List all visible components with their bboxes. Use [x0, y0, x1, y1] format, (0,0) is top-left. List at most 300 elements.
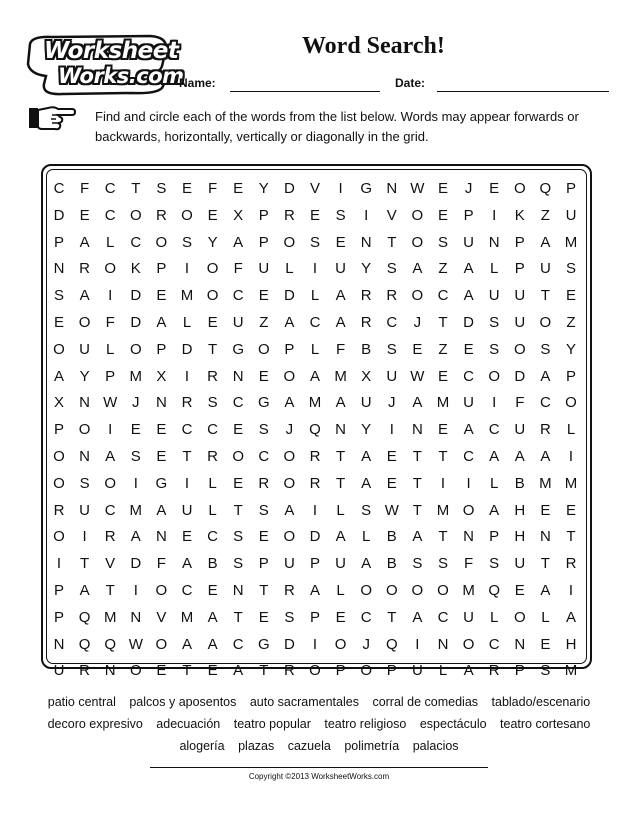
grid-letter[interactable]: T [259, 582, 269, 599]
grid-letter[interactable]: V [156, 608, 167, 626]
grid-letter[interactable]: R [283, 582, 295, 599]
grid-letter[interactable]: G [257, 394, 270, 412]
grid-letter[interactable]: N [514, 635, 526, 653]
grid-letter[interactable]: E [207, 314, 218, 331]
grid-letter[interactable]: W [410, 180, 425, 197]
grid-letter[interactable]: Q [385, 635, 398, 653]
grid-letter[interactable]: N [437, 635, 449, 653]
grid-letter[interactable]: Q [78, 635, 91, 653]
grid-letter[interactable]: A [540, 448, 551, 465]
grid-letter[interactable]: T [233, 501, 243, 519]
grid-letter[interactable]: P [309, 555, 320, 573]
grid-letter[interactable]: O [539, 314, 552, 331]
grid-letter[interactable]: O [53, 448, 65, 465]
grid-letter[interactable]: U [411, 662, 423, 680]
grid-letter[interactable]: S [386, 340, 397, 358]
grid-letter[interactable]: E [540, 635, 551, 653]
grid-letter[interactable]: O [411, 582, 424, 599]
grid-letter[interactable]: I [56, 555, 62, 573]
grid-letter[interactable]: O [104, 260, 117, 278]
grid-letter[interactable]: R [360, 314, 372, 331]
date-field[interactable] [437, 91, 609, 92]
grid-letter[interactable]: S [309, 233, 320, 251]
grid-letter[interactable]: A [335, 394, 346, 412]
grid-letter[interactable]: B [207, 555, 218, 573]
grid-letter[interactable]: L [541, 608, 550, 626]
grid-letter[interactable]: C [488, 635, 500, 653]
grid-letter[interactable]: P [258, 233, 269, 251]
grid-letter[interactable]: E [335, 233, 346, 251]
grid-letter[interactable]: R [386, 287, 398, 305]
grid-letter[interactable]: E [130, 421, 141, 439]
grid-letter[interactable]: E [53, 314, 64, 331]
grid-letter[interactable]: P [53, 582, 64, 599]
grid-letter[interactable]: P [565, 367, 576, 385]
grid-letter[interactable]: R [207, 448, 219, 465]
grid-letter[interactable]: A [156, 501, 167, 519]
grid-letter[interactable]: A [463, 662, 474, 680]
grid-letter[interactable]: A [412, 394, 423, 412]
grid-letter[interactable]: T [259, 662, 269, 680]
grid-letter[interactable]: N [488, 233, 500, 251]
grid-letter[interactable]: O [206, 287, 219, 305]
grid-letter[interactable]: O [155, 233, 168, 251]
grid-letter[interactable]: G [257, 635, 270, 653]
grid-letter[interactable]: E [514, 582, 525, 599]
grid-letter[interactable]: M [564, 662, 578, 680]
grid-letter[interactable]: P [335, 662, 346, 680]
grid-letter[interactable]: P [489, 528, 500, 546]
grid-letter[interactable]: S [540, 662, 551, 680]
grid-letter[interactable]: A [412, 608, 423, 626]
grid-letter[interactable]: C [130, 233, 142, 251]
grid-letter[interactable]: A [79, 582, 90, 599]
grid-letter[interactable]: E [309, 206, 320, 224]
grid-letter[interactable]: A [130, 528, 141, 546]
grid-letter[interactable]: R [104, 528, 116, 546]
grid-letter[interactable]: T [438, 528, 448, 546]
grid-letter[interactable]: A [284, 501, 295, 519]
grid-letter[interactable]: E [207, 662, 218, 680]
grid-letter[interactable]: S [565, 260, 576, 278]
grid-letter[interactable]: H [514, 528, 526, 546]
grid-letter[interactable]: L [490, 474, 499, 492]
grid-letter[interactable]: I [108, 287, 113, 305]
grid-letter[interactable]: N [155, 528, 167, 546]
grid-letter[interactable]: F [208, 180, 218, 197]
grid-letter[interactable]: E [565, 287, 576, 305]
grid-letter[interactable]: O [155, 635, 168, 653]
grid-letter[interactable]: U [565, 206, 577, 224]
grid-letter[interactable]: Q [488, 582, 501, 599]
grid-letter[interactable]: V [309, 180, 320, 197]
grid-letter[interactable]: M [539, 474, 552, 492]
grid-letter[interactable]: U [335, 555, 347, 573]
grid-letter[interactable]: O [283, 474, 296, 492]
grid-letter[interactable]: J [132, 394, 140, 412]
grid-letter[interactable]: O [513, 608, 526, 626]
name-field[interactable] [230, 91, 380, 92]
grid-letter[interactable]: A [514, 448, 525, 465]
grid-letter[interactable]: O [411, 233, 424, 251]
grid-letter[interactable]: U [79, 340, 91, 358]
grid-letter[interactable]: Q [104, 635, 117, 653]
grid-letter[interactable]: Y [361, 260, 372, 278]
grid-letter[interactable]: I [184, 474, 190, 492]
grid-letter[interactable]: W [103, 394, 118, 412]
grid-letter[interactable]: A [79, 287, 90, 305]
grid-letter[interactable]: U [232, 314, 244, 331]
grid-letter[interactable]: S [489, 314, 500, 331]
grid-letter[interactable]: M [180, 608, 194, 626]
grid-letter[interactable]: U [539, 260, 551, 278]
grid-letter[interactable]: C [232, 635, 244, 653]
grid-letter[interactable]: O [53, 340, 65, 358]
grid-letter[interactable]: P [463, 206, 474, 224]
grid-letter[interactable]: L [490, 260, 499, 278]
grid-letter[interactable]: A [335, 528, 346, 546]
grid-letter[interactable]: N [79, 448, 91, 465]
grid-letter[interactable]: L [490, 608, 499, 626]
grid-letter[interactable]: Z [438, 340, 448, 358]
grid-letter[interactable]: O [513, 180, 526, 197]
grid-letter[interactable]: I [440, 474, 446, 492]
grid-letter[interactable]: Y [207, 233, 218, 251]
grid-letter[interactable]: A [207, 608, 218, 626]
grid-letter[interactable]: E [233, 421, 244, 439]
grid-letter[interactable]: H [514, 501, 526, 519]
grid-letter[interactable]: A [565, 608, 576, 626]
grid-letter[interactable]: D [514, 367, 526, 385]
grid-letter[interactable]: D [463, 314, 475, 331]
grid-letter[interactable]: O [129, 662, 142, 680]
grid-letter[interactable]: P [156, 260, 167, 278]
grid-letter[interactable]: Y [258, 180, 269, 197]
grid-letter[interactable]: O [129, 206, 142, 224]
grid-letter[interactable]: C [207, 528, 219, 546]
grid-letter[interactable]: I [389, 421, 394, 439]
grid-letter[interactable]: U [386, 367, 398, 385]
grid-letter[interactable]: F [105, 314, 115, 331]
grid-letter[interactable]: P [53, 608, 64, 626]
grid-letter[interactable]: O [565, 394, 577, 412]
grid-letter[interactable]: S [258, 501, 269, 519]
grid-letter[interactable]: E [412, 340, 423, 358]
grid-letter[interactable]: I [108, 421, 113, 439]
grid-letter[interactable]: E [156, 662, 167, 680]
grid-letter[interactable]: R [155, 206, 167, 224]
grid-letter[interactable]: O [488, 367, 501, 385]
grid-letter[interactable]: E [540, 501, 551, 519]
grid-letter[interactable]: P [514, 233, 525, 251]
grid-letter[interactable]: L [336, 501, 345, 519]
grid-letter[interactable]: B [361, 340, 372, 358]
grid-letter[interactable]: A [309, 367, 320, 385]
grid-letter[interactable]: X [156, 367, 167, 385]
grid-letter[interactable]: T [105, 582, 115, 599]
grid-letter[interactable]: E [207, 582, 218, 599]
grid-letter[interactable]: U [79, 501, 91, 519]
grid-letter[interactable]: A [361, 448, 372, 465]
grid-letter[interactable]: A [284, 314, 295, 331]
grid-letter[interactable]: P [514, 260, 525, 278]
grid-letter[interactable]: O [385, 582, 398, 599]
grid-letter[interactable]: L [310, 340, 320, 358]
grid-letter[interactable]: P [565, 180, 576, 197]
grid-letter[interactable]: Y [565, 340, 576, 358]
grid-letter[interactable]: S [156, 180, 167, 197]
grid-letter[interactable]: S [130, 448, 141, 465]
grid-letter[interactable]: L [182, 314, 192, 331]
grid-letter[interactable]: T [336, 474, 346, 492]
grid-letter[interactable]: R [207, 367, 219, 385]
grid-letter[interactable]: U [258, 260, 270, 278]
grid-letter[interactable]: E [258, 528, 269, 546]
grid-letter[interactable]: E [156, 287, 167, 305]
grid-letter[interactable]: T [438, 314, 448, 331]
grid-letter[interactable]: A [361, 555, 372, 573]
grid-letter[interactable]: F [80, 180, 90, 197]
grid-letter[interactable]: A [284, 394, 295, 412]
grid-letter[interactable]: I [492, 206, 497, 224]
grid-letter[interactable]: P [105, 367, 116, 385]
grid-letter[interactable]: A [540, 233, 551, 251]
grid-letter[interactable]: N [130, 608, 142, 626]
grid-letter[interactable]: A [540, 582, 551, 599]
grid-letter[interactable]: C [181, 582, 193, 599]
grid-letter[interactable]: N [335, 421, 347, 439]
grid-letter[interactable]: O [411, 287, 424, 305]
grid-letter[interactable]: N [53, 260, 65, 278]
grid-letter[interactable]: A [463, 421, 474, 439]
grid-letter[interactable]: J [388, 394, 396, 412]
grid-letter[interactable]: T [540, 555, 550, 573]
grid-letter[interactable]: O [283, 233, 296, 251]
grid-letter[interactable]: N [360, 233, 372, 251]
grid-letter[interactable]: E [156, 421, 167, 439]
grid-letter[interactable]: C [437, 287, 449, 305]
grid-letter[interactable]: T [80, 555, 90, 573]
grid-letter[interactable]: S [233, 555, 244, 573]
grid-letter[interactable]: U [463, 394, 475, 412]
grid-letter[interactable]: M [564, 233, 578, 251]
grid-letter[interactable]: S [284, 608, 295, 626]
grid-letter[interactable]: O [283, 528, 296, 546]
grid-letter[interactable]: A [181, 555, 192, 573]
grid-letter[interactable]: E [437, 367, 448, 385]
grid-letter[interactable]: P [284, 340, 295, 358]
grid-letter[interactable]: M [436, 394, 450, 412]
grid-letter[interactable]: M [180, 287, 194, 305]
grid-letter[interactable]: M [103, 608, 117, 626]
grid-letter[interactable]: T [387, 608, 397, 626]
grid-letter[interactable]: T [182, 448, 192, 465]
grid-letter[interactable]: C [104, 206, 116, 224]
grid-letter[interactable]: O [129, 340, 142, 358]
grid-letter[interactable]: A [105, 448, 116, 465]
grid-letter[interactable]: R [309, 448, 321, 465]
grid-letter[interactable]: Y [79, 367, 90, 385]
grid-letter[interactable]: G [155, 474, 168, 492]
grid-letter[interactable]: O [206, 260, 219, 278]
grid-letter[interactable]: C [232, 394, 244, 412]
grid-letter[interactable]: N [104, 662, 116, 680]
grid-letter[interactable]: N [386, 180, 398, 197]
grid-letter[interactable]: I [82, 528, 87, 546]
grid-letter[interactable]: S [437, 233, 448, 251]
grid-letter[interactable]: T [387, 233, 397, 251]
grid-letter[interactable]: O [181, 206, 193, 224]
grid-letter[interactable]: W [128, 635, 143, 653]
grid-letter[interactable]: P [309, 608, 320, 626]
grid-letter[interactable]: P [258, 555, 269, 573]
grid-letter[interactable]: L [566, 421, 576, 439]
grid-letter[interactable]: L [106, 340, 115, 358]
grid-letter[interactable]: A [463, 260, 474, 278]
grid-letter[interactable]: Q [78, 608, 91, 626]
grid-letter[interactable]: C [104, 501, 116, 519]
grid-letter[interactable]: E [258, 367, 269, 385]
grid-letter[interactable]: T [131, 180, 141, 197]
grid-letter[interactable]: A [489, 501, 500, 519]
grid-letter[interactable]: I [184, 367, 190, 385]
grid-letter[interactable]: S [489, 555, 500, 573]
grid-letter[interactable]: S [386, 260, 397, 278]
grid-letter[interactable]: O [104, 474, 117, 492]
grid-letter[interactable]: E [437, 421, 448, 439]
grid-letter[interactable]: O [309, 662, 321, 680]
grid-letter[interactable]: E [207, 206, 218, 224]
grid-letter[interactable]: E [437, 180, 448, 197]
grid-letter[interactable]: D [181, 340, 193, 358]
grid-letter[interactable]: A [79, 233, 90, 251]
grid-letter[interactable]: N [463, 528, 475, 546]
grid-letter[interactable]: S [361, 501, 372, 519]
grid-letter[interactable]: O [462, 635, 475, 653]
grid-letter[interactable]: U [514, 314, 526, 331]
grid-letter[interactable]: D [309, 528, 321, 546]
grid-letter[interactable]: R [565, 555, 577, 573]
grid-letter[interactable]: O [232, 448, 245, 465]
grid-letter[interactable]: J [464, 180, 473, 197]
grid-letter[interactable]: U [514, 421, 526, 439]
grid-letter[interactable]: I [364, 206, 369, 224]
grid-letter[interactable]: R [258, 474, 270, 492]
grid-letter[interactable]: O [437, 582, 449, 599]
grid-letter[interactable]: O [283, 367, 296, 385]
grid-letter[interactable]: N [539, 528, 551, 546]
grid-letter[interactable]: T [208, 340, 218, 358]
grid-letter[interactable]: E [258, 287, 269, 305]
grid-letter[interactable]: F [156, 555, 166, 573]
grid-letter[interactable]: C [360, 608, 372, 626]
grid-letter[interactable]: R [309, 474, 321, 492]
grid-letter[interactable]: R [488, 662, 500, 680]
grid-letter[interactable]: R [79, 260, 91, 278]
grid-letter[interactable]: A [361, 474, 372, 492]
grid-letter[interactable]: U [335, 260, 347, 278]
grid-letter[interactable]: T [233, 608, 243, 626]
grid-letter[interactable]: O [334, 635, 347, 653]
grid-letter[interactable]: S [540, 340, 551, 358]
grid-letter[interactable]: S [489, 340, 500, 358]
grid-letter[interactable]: X [53, 394, 64, 412]
grid-letter[interactable]: R [181, 394, 193, 412]
grid-letter[interactable]: M [462, 582, 475, 599]
grid-letter[interactable]: I [568, 448, 574, 465]
grid-letter[interactable]: T [412, 448, 422, 465]
grid-letter[interactable]: O [53, 528, 65, 546]
grid-letter[interactable]: I [312, 635, 318, 653]
grid-letter[interactable]: F [233, 260, 243, 278]
grid-letter[interactable]: U [53, 662, 65, 680]
grid-letter[interactable]: U [360, 394, 372, 412]
grid-letter[interactable]: R [360, 287, 372, 305]
grid-letter[interactable]: D [283, 635, 295, 653]
grid-letter[interactable]: L [336, 582, 345, 599]
grid-letter[interactable]: T [540, 287, 550, 305]
grid-letter[interactable]: I [312, 260, 318, 278]
grid-letter[interactable]: A [233, 233, 244, 251]
grid-letter[interactable]: I [466, 474, 471, 492]
grid-letter[interactable]: N [53, 635, 65, 653]
grid-letter[interactable]: S [437, 555, 448, 573]
grid-letter[interactable]: A [207, 635, 218, 653]
grid-letter[interactable]: O [283, 448, 296, 465]
grid-letter[interactable]: Z [438, 260, 448, 278]
grid-letter[interactable]: S [53, 287, 64, 305]
grid-letter[interactable]: J [413, 314, 422, 331]
grid-letter[interactable]: A [53, 367, 64, 385]
grid-letter[interactable]: S [233, 528, 244, 546]
grid-letter[interactable]: C [207, 421, 219, 439]
grid-letter[interactable]: J [285, 421, 294, 439]
grid-letter[interactable]: F [464, 555, 474, 573]
grid-letter[interactable]: C [309, 314, 321, 331]
grid-letter[interactable]: E [233, 180, 244, 197]
grid-letter[interactable]: E [489, 180, 500, 197]
grid-letter[interactable]: O [78, 421, 91, 439]
grid-letter[interactable]: O [360, 582, 373, 599]
grid-letter[interactable]: R [283, 206, 295, 224]
grid-letter[interactable]: M [564, 474, 578, 492]
grid-letter[interactable]: E [386, 474, 397, 492]
grid-letter[interactable]: P [386, 662, 397, 680]
grid-letter[interactable]: E [335, 608, 346, 626]
grid-letter[interactable]: L [438, 662, 448, 680]
grid-letter[interactable]: C [258, 448, 270, 465]
grid-letter[interactable]: R [79, 662, 91, 680]
grid-letter[interactable]: A [309, 582, 320, 599]
grid-letter[interactable]: O [78, 314, 91, 331]
grid-letter[interactable]: I [312, 501, 318, 519]
grid-letter[interactable]: C [104, 180, 116, 197]
grid-letter[interactable]: T [566, 528, 576, 546]
grid-letter[interactable]: J [362, 635, 370, 653]
grid-letter[interactable]: O [257, 340, 270, 358]
grid-letter[interactable]: O [53, 474, 65, 492]
grid-letter[interactable]: O [155, 582, 168, 599]
grid-letter[interactable]: E [463, 340, 474, 358]
grid-letter[interactable]: S [335, 206, 346, 224]
grid-letter[interactable]: A [181, 635, 192, 653]
grid-letter[interactable]: B [514, 474, 525, 492]
grid-letter[interactable]: R [283, 662, 295, 680]
grid-letter[interactable]: A [335, 314, 346, 331]
grid-letter[interactable]: S [412, 555, 423, 573]
grid-letter[interactable]: P [53, 233, 64, 251]
grid-letter[interactable]: N [232, 367, 244, 385]
